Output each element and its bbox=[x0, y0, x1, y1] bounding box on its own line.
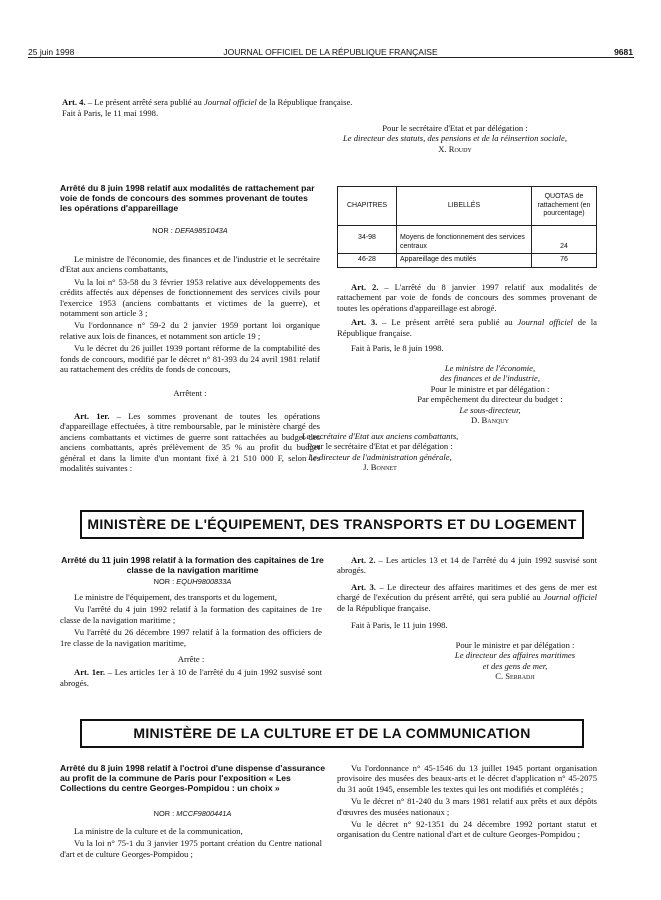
arrete1-signature-2: Le secrétaire d'Etat aux anciens combattants, Pour le secrétaire d'Etat et par délégation : Le directeur de l'administration générale, J. Bonnet bbox=[301, 431, 459, 473]
arrete1-art3: Art. 3. – Le présent arrêté sera publié au Journal officiel de la République française. bbox=[337, 317, 597, 338]
arrete1-art1: Art. 1er. – Les sommes provenant de toutes les opérations d'appareillage effectuées, à titre remboursable, par le ministère chargé des anciens combattants et victimes de guerre sont rattachées au budget des anciens combattants, après prélèvement de 35 % au profit du budget général et dans la limite d'un montant fixé à 21 510 000 F, selon les modalités suivantes : bbox=[60, 410, 320, 473]
arrete1-p4: Vu le décret du 26 juillet 1939 portant réforme de la comptabilité des fonds de concours, modifié par le décret n° 81-393 du 24 avril 1981 relatif au rattachement des crédits de fonds de concours, bbox=[60, 343, 320, 375]
ministry-equipement-banner: MINISTÈRE DE L'ÉQUIPEMENT, DES TRANSPORTS ET DU LOGEMENT bbox=[80, 510, 584, 539]
arrete2-signature: Pour le ministre et par délégation : Le directeur des affaires maritimes et des gens de mer, C. Serradji bbox=[454, 640, 576, 682]
arrete3-right-body bbox=[337, 763, 597, 842]
arrete1-body bbox=[60, 254, 320, 475]
header-page-number: 9681 bbox=[614, 47, 633, 57]
top-art4: Art. 4. – Le présent arrêté sera publié au Journal officiel de la République française. bbox=[62, 97, 353, 107]
arrete1-p2: Vu la loi n° 53-58 du 3 février 1953 relative aux développements des crédits affectés aux dépenses de fonctionnement des services civils pour l'exercice 1953 (anciens combattants et victimes de la guerre), et notamment son article 3 ; bbox=[60, 276, 320, 319]
arrete1-title: Arrêté du 8 juin 1998 relatif aux modalités de rattachement par voie de fonds de concours des sommes provenant de toutes les opérations d'appareillage bbox=[60, 183, 315, 214]
arrete3-p5: Vu le décret n° 92-1351 du 24 décembre 1992 portant statut et organisation du Centre national d'art et de culture Georges-Pompidou ; bbox=[337, 819, 597, 840]
table-row: 34-98 Moyens de fonctionnement des services centraux 24 bbox=[338, 226, 597, 254]
table-row: 46-28 Appareillage des mutilés 76 bbox=[338, 254, 597, 268]
quota-table bbox=[337, 186, 597, 268]
arrete3-p3: Vu l'ordonnance n° 45-1546 du 13 juillet 1945 portant organisation provisoire des musées des beaux-arts et le décret d'application n° 45-2075 du 31 août 1945, ensemble les textes qui les ont modifiés et complétés ; bbox=[337, 763, 597, 794]
arrete2-right-body bbox=[337, 555, 597, 632]
top-article-block bbox=[62, 97, 602, 119]
arrete1-p1: Le ministre de l'économie, des finances et de l'industrie et le secrétaire d'Etat aux anciens combattants, bbox=[60, 254, 320, 275]
arrete3-title: Arrêté du 8 juin 1998 relatif à l'octroi d'une dispense d'assurance au profit de la commune de Paris pour l'exposition « Les Collections du centre Georges-Pompidou : un choix » bbox=[60, 763, 325, 794]
arrete2-p3: Vu l'arrêté du 26 décembre 1997 relatif à la formation des officiers de 1re classe de la navigation maritime, bbox=[60, 627, 322, 648]
arrete2-art3: Art. 3. – Le directeur des affaires maritimes et des gens de mer est chargé de l'exécution du présent arrêté, qui sera publié au Journal officiel de la République française. bbox=[337, 581, 597, 613]
arrete2-arrete: Arrête : bbox=[177, 654, 205, 665]
arrete2-fait: Fait à Paris, le 11 juin 1998. bbox=[351, 620, 448, 631]
arrete3-left-body bbox=[60, 826, 322, 861]
arrete1-arretent: Arrêtent : bbox=[173, 388, 207, 399]
table-header-libelles: LIBELLÉS bbox=[397, 187, 532, 226]
arrete2-art1: Art. 1er. – Les articles 1er à 10 de l'arrêté du 4 juin 1992 susvisé sont abrogés. bbox=[60, 667, 322, 688]
table-header-quotas: QUOTAS de rattachement (en pourcentage) bbox=[532, 187, 597, 226]
table-header-chapitres: CHAPITRES bbox=[338, 187, 397, 226]
arrete2-body bbox=[60, 592, 322, 690]
arrete1-signature-1: Le ministre de l'économie, des finances et de l'industrie, Pour le ministre et par délégation : Par empêchement du directeur du budget : Le sous-directeur, D. Banquy bbox=[417, 363, 563, 426]
arrete3-p2: Vu la loi n° 75-1 du 3 janvier 1975 portant création du Centre national d'art et de culture Georges-Pompidou ; bbox=[60, 838, 322, 859]
header-journal-title: JOURNAL OFFICIEL DE LA RÉPUBLIQUE FRANÇAISE bbox=[223, 47, 438, 57]
arrete1-p3: Vu l'ordonnance n° 59-2 du 2 janvier 1959 portant loi organique relative aux lois de finances, et notamment son article 19 ; bbox=[60, 320, 320, 341]
arrete1-fait: Fait à Paris, le 8 juin 1998. bbox=[351, 343, 444, 354]
header-rule bbox=[28, 57, 634, 58]
arrete1-right-body bbox=[337, 282, 597, 355]
arrete3-nor: NOR : MCCF9800441A bbox=[153, 809, 232, 818]
arrete1-art2: Art. 2. – L'arrêté du 8 janvier 1997 relatif aux modalités de rattachement par voie de fonds de concours des sommes provenant de toutes les opérations d'appareillage est abrogé. bbox=[337, 282, 597, 313]
top-signature: Pour le secrétaire d'Etat et par délégation : Le directeur des statuts, des pensions et de la réinsertion sociale, X. Roudy bbox=[342, 123, 568, 154]
arrete2-p2: Vu l'arrêté du 4 juin 1992 relatif à la formation des capitaines de 1re classe de la navigation maritime ; bbox=[60, 604, 322, 625]
table-header-row bbox=[338, 187, 597, 226]
top-fait: Fait à Paris, le 11 mai 1998. bbox=[62, 108, 159, 119]
arrete3-p4: Vu le décret n° 81-240 du 3 mars 1981 relatif aux prêts et aux dépôts d'œuvres des musées nationaux ; bbox=[337, 796, 597, 817]
arrete2-p1: Le ministre de l'équipement, des transports et du logement, bbox=[74, 592, 277, 602]
ministry-culture-banner: MINISTÈRE DE LA CULTURE ET DE LA COMMUNICATION bbox=[80, 719, 584, 748]
arrete2-title: Arrêté du 11 juin 1998 relatif à la formation des capitaines de 1re classe de la navigation maritime bbox=[61, 555, 324, 576]
arrete1-nor: NOR : DEFA9851043A bbox=[152, 226, 228, 235]
header-date: 25 juin 1998 bbox=[28, 47, 75, 57]
arrete2-nor: NOR : EQUH9800833A bbox=[153, 577, 232, 586]
arrete3-p1: La ministre de la culture et de la communication, bbox=[74, 826, 243, 836]
arrete2-art2: Art. 2. – Les articles 13 et 14 de l'arrêté du 4 juin 1992 susvisé sont abrogés. bbox=[337, 555, 598, 576]
